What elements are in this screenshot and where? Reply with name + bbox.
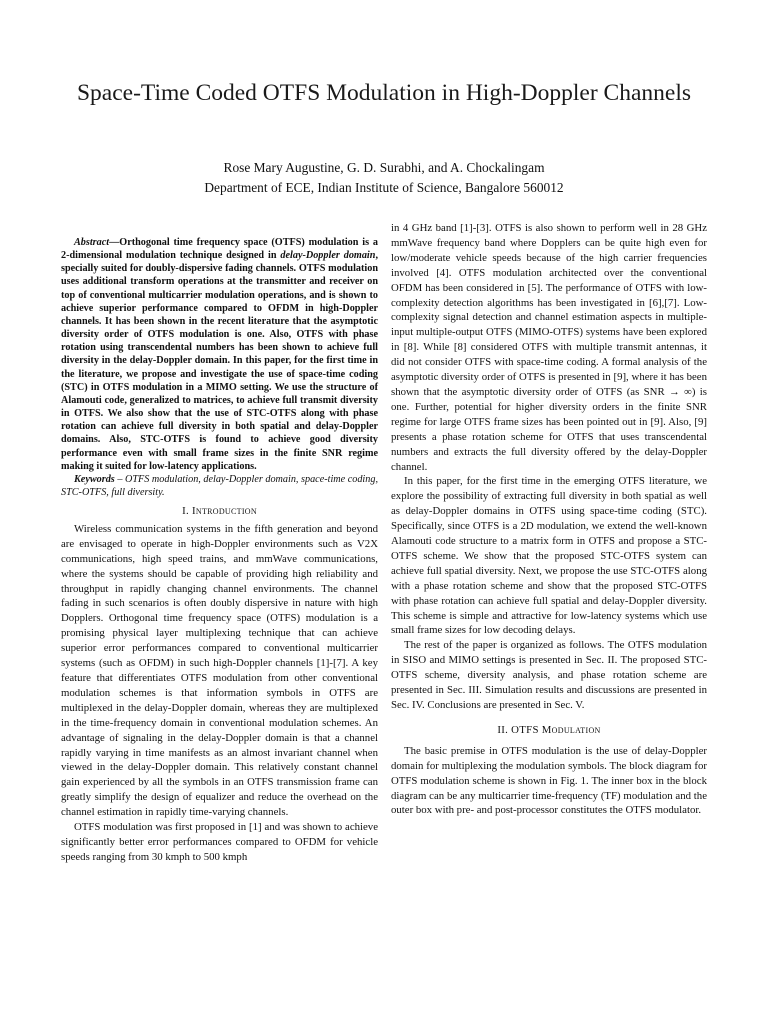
keywords-text: – OTFS modulation, delay-Doppler domain, space-time coding, STC-OTFS, full diversity. (61, 473, 378, 499)
section-title: Modulation (541, 723, 601, 736)
paragraph-text-b: ) is one. Further, potential for higher diversity orders in the finite SNR regime for large OTFS frame sizes has been pointed out in [9]. Also, [9] presents a phase rotation scheme for OTFS that uses transcendental numbers and extracts the full diversity offered by the delay-Doppler channel. (391, 385, 707, 473)
affiliation: Department of ECE, Indian Institute of Science, Bangalore 560012 (204, 180, 564, 195)
math-snr-infinity: → ∞ (669, 385, 692, 398)
left-column (61, 236, 378, 865)
paragraph-text-a: in 4 GHz band [1]-[3]. OTFS is also shown to perform well in 28 GHz mmWave frequency band where Dopplers can be quite high even for low/moderate vehicle speeds because of the high carrier frequencies involved [4]. OTFS modulation architected over the conventional OFDM has been considered in [5]. The performance of OTFS with low-complexity detection algorithms has been investigated in [6],[7]. Low-complexity signal detection and channel estimation aspects in multiple-input multiple-output OTFS (MIMO-OTFS) systems have been explored in [8]. While [8] considered OTFS with multiple transmit antennas, it did not consider OTFS with space-time coding. A formal analysis of the asymptotic diversity order of OTFS is presented in [9], where it has been shown that the asymptotic diversity order of OTFS (as SNR (391, 222, 707, 398)
abstract-text-2: , specially suited for doubly-dispersive fading channels. OTFS modulation uses additional transform operations at the transmitter and receiver on top of conventional multicarrier modulation operations, and is shown to achieve superior performance compared to OFDM in high-Doppler channels. It has been shown in the recent literature that the asymptotic diversity order of OTFS modulation is one. Also, OTFS with phase rotation using transcendental numbers has been shown to achieve full diversity in the delay-Doppler domain. In this paper, for the first time in the literature, we propose and investigate the use of space-time coding (STC) in OTFS modulation in a MIMO setting. We use the structure of Alamouti code, generalized to matrices, to achieve full transmit diversity in OTFS. We also show that the use of STC-OTFS along with phase rotation can achieve full diversity in both spatial and delay-Doppler domains. Also, STC-OTFS is found to achieve good diversity performance even with small frame sizes in the finite SNR regime making it suited for low-latency applications. (61, 250, 378, 472)
abstract-emphasis: delay-Doppler domain (280, 250, 376, 262)
author-block (60, 158, 708, 198)
section-number: I. (182, 505, 192, 517)
intro-paragraph-3: In this paper, for the first time in the emerging OTFS literature, we explore the possibility of extracting full diversity in both spatial as well as delay-Doppler domains in OTFS using space-time coding (STC). Specifically, since OTFS is a 2D modulation, we extend the well-known Alamouti code structure to a matrix form in OTFS and propose a STC-OTFS scheme. We show that the proposed STC-OTFS system can achieve full spatial diversity. Next, we propose the use STC-OTFS along with a phase rotation scheme and show that the proposed STC-OTFS with phase rotation can achieve full spatial and delay-Doppler diversity. This scheme is simple and attractive for low-latency systems which use small frame sizes for low decoding delays. (391, 475, 707, 637)
abstract-label: Abstract (74, 237, 110, 248)
intro-paragraph-1: Wireless communication systems in the fifth generation and beyond are envisaged to operate in high-Doppler environments such as V2X communications, high speed trains, and mmWave communications, where the systems should be capable of providing high reliability and throughput in rapidly changing channel environments. The channel fading in such scenarios is often doubly dispersive in nature with high Dopplers. Orthogonal time frequency space (OTFS) modulation is a promising physical layer multiplexing technique that can achieve superior error performances compared to conventional multicarrier systems (such as OFDM) in such high-Doppler channels [1]-[7]. A key feature that differentiates OTFS modulation from other conventional modulation schemes is that information symbols in OTFS are multiplexed in the delay-Doppler domain, whereas they are multiplexed in the time-frequency domain in conventional modulation schemes. An advantage of signaling in the delay-Doppler domain is that a channel rapidly varying in time manifests as an almost invariant channel when viewed in the delay-Doppler domain. This relatively constant channel gain experienced by all the symbols in an OTFS transmission frame can greatly simplify the design of equalizer and reduce the overhead on the channel estimation in rapidly time-varying channels. (61, 522, 378, 819)
section-heading-otfs-modulation (391, 723, 707, 738)
intro-paragraph-4: The rest of the paper is organized as follows. The OTFS modulation in SISO and MIMO settings is presented in Sec. II. The proposed STC-OTFS scheme, diversity analysis, and phase rotation scheme are presented in Sec. III. Simulation results and discussions are presented in Sec. IV. Conclusions are presented in Sec. V. (391, 639, 707, 711)
keywords-label: Keywords (74, 473, 115, 485)
right-column (391, 221, 707, 818)
section-heading-introduction (61, 504, 378, 519)
keywords (61, 473, 378, 500)
otfs-paragraph-1: The basic premise in OTFS modulation is the use of delay-Doppler domain for multiplexing the modulation symbols. The block diagram for OTFS modulation scheme is shown in Fig. 1. The inner box in the block diagram can be any multicarrier time-frequency (TF) modulation and the outer box with pre- and post-processor constitutes the OTFS modulator. (391, 744, 707, 817)
author-names: Rose Mary Augustine, G. D. Surabhi, and A. Chockalingam (223, 160, 545, 175)
intro-paragraph-2-cont (391, 221, 707, 474)
abstract-text-1: —Orthogonal time frequency space (OTFS) modulation is a 2-dimensional modulation technique designed in (61, 237, 378, 262)
intro-paragraph-2: OTFS modulation was first proposed in [1] and was shown to achieve significantly better error performances compared to OFDM for vehicle speeds ranging from 30 kmph to 500 kmph (61, 821, 378, 863)
section-title: Introduction (191, 505, 257, 517)
abstract (61, 236, 378, 473)
paper-title: Space-Time Coded OTFS Modulation in High-Doppler Channels (76, 80, 691, 106)
section-number: II. OTFS (497, 723, 542, 736)
